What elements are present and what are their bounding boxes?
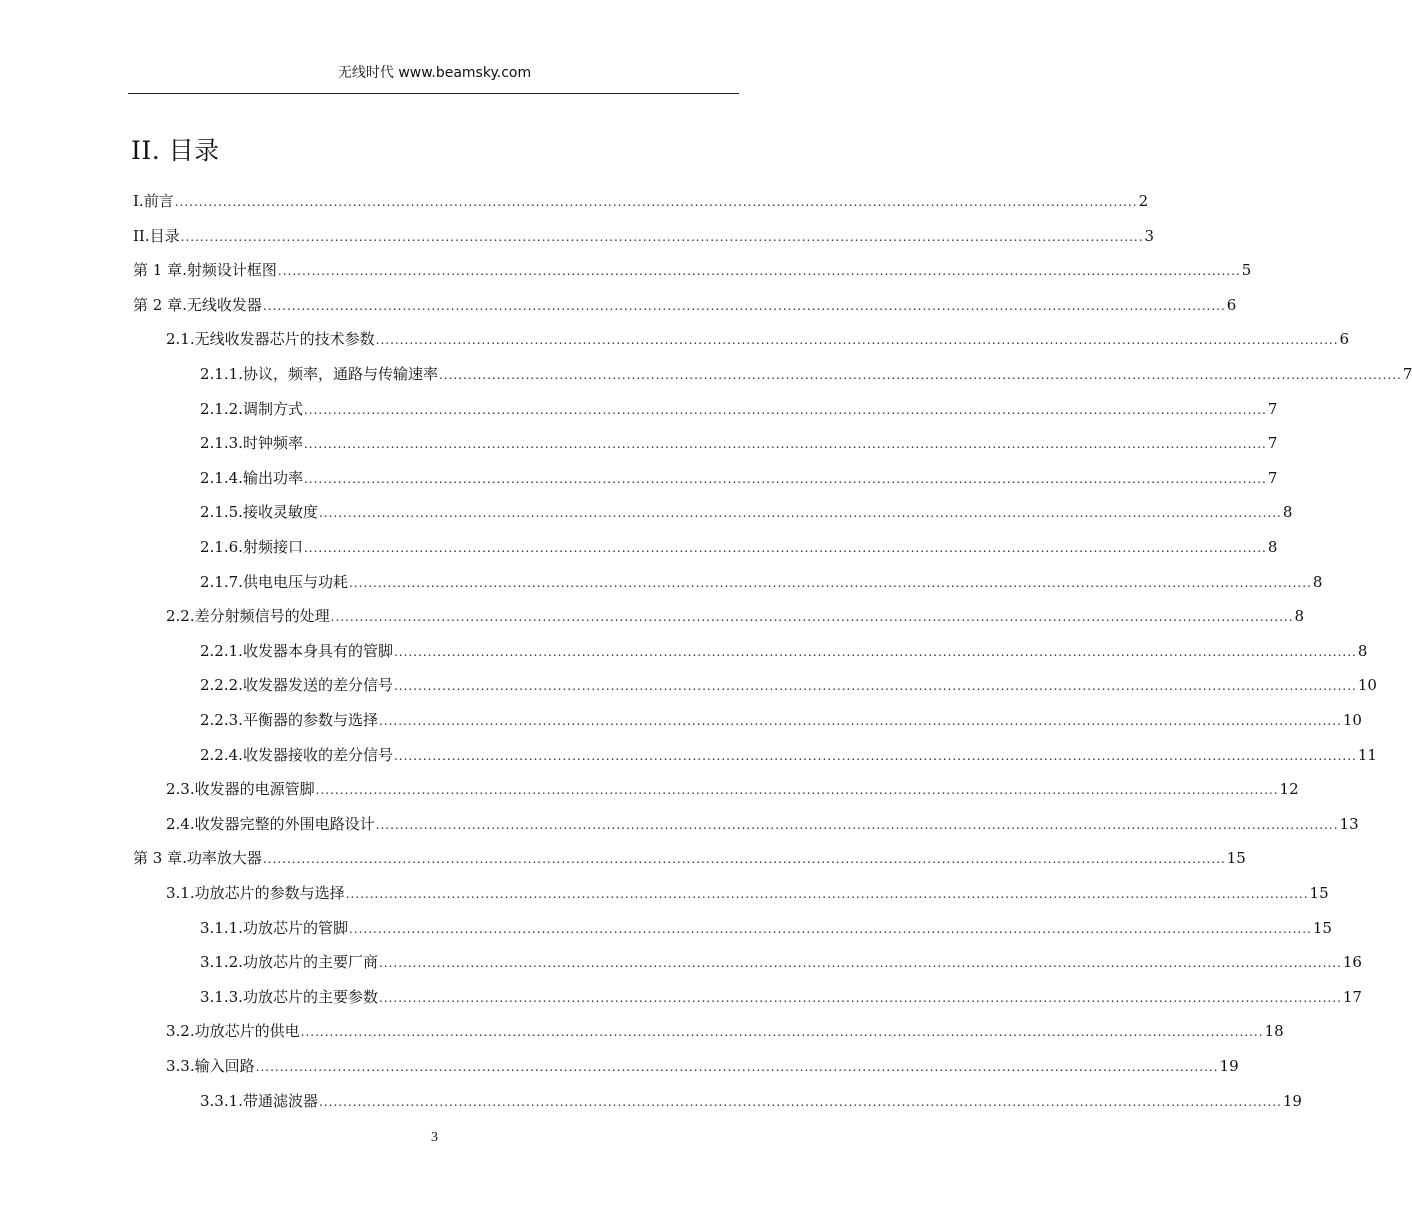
toc-entry-page: 7 — [1402, 365, 1412, 383]
toc-entry-number: 2.2.1. — [200, 642, 243, 660]
toc-leader-dots: ........................................................................................................................................................................................................ — [303, 437, 1267, 451]
toc-entry-title: 功放芯片的供电 — [194, 1022, 300, 1040]
toc-entry-number: 2.1.5. — [200, 503, 243, 521]
toc-entry-title: 射频设计框图 — [186, 261, 277, 279]
toc-entry[interactable] — [200, 743, 1377, 767]
toc-entry-title: 供电电压与功耗 — [242, 573, 348, 591]
toc-entry[interactable] — [200, 985, 1362, 1009]
toc-leader-dots: ........................................................................................................................................................................................................ — [277, 264, 1241, 278]
toc-entry-title: 收发器本身具有的管脚 — [242, 642, 393, 660]
toc-entry-page: 2 — [1138, 192, 1149, 210]
toc-entry-page: 8 — [1282, 503, 1293, 521]
toc-entry-page: 17 — [1342, 988, 1362, 1006]
toc-entry-page: 11 — [1357, 746, 1377, 764]
toc-entry-number: 2.2.4. — [200, 746, 243, 764]
toc-entry-page: 7 — [1267, 469, 1278, 487]
toc-entry-title: 无线收发器芯片的技术参数 — [194, 330, 375, 348]
toc-entry[interactable] — [133, 846, 1246, 870]
toc-leader-dots: ........................................................................................................................................................................................................ — [375, 818, 1339, 832]
toc-entry-number: 2.1.4. — [200, 469, 243, 487]
toc-entry-number: 3.2. — [166, 1022, 195, 1040]
toc-entry[interactable] — [200, 535, 1278, 559]
toc-entry-page: 7 — [1267, 400, 1278, 418]
toc-entry[interactable] — [166, 604, 1305, 628]
toc-entry[interactable] — [166, 777, 1299, 801]
toc-entry[interactable] — [200, 950, 1362, 974]
toc-entry[interactable] — [200, 397, 1278, 421]
toc-leader-dots: ........................................................................................................................................................................................................ — [393, 749, 1357, 763]
toc-entry-page: 5 — [1241, 261, 1252, 279]
toc-entry-number: 3.3.1. — [200, 1092, 243, 1110]
toc-entry-page: 10 — [1357, 676, 1377, 694]
toc-entry-number: 2.1. — [166, 330, 195, 348]
toc-entry-number: 2.1.3. — [200, 434, 243, 452]
toc-entry-number: 第 2 章. — [133, 296, 187, 314]
toc-entry[interactable] — [200, 673, 1377, 697]
toc-entry-title: 收发器的电源管脚 — [194, 780, 315, 798]
toc-entry-title: 带通滤波器 — [242, 1092, 318, 1110]
toc-entry-number: 2.4. — [166, 815, 195, 833]
toc-entry-number: 3.1. — [166, 884, 195, 902]
toc-entry-page: 8 — [1294, 607, 1305, 625]
toc-entry-page: 6 — [1226, 296, 1237, 314]
toc-leader-dots: ........................................................................................................................................................................................................ — [318, 506, 1282, 520]
toc-entry-title: 功放芯片的参数与选择 — [194, 884, 345, 902]
toc-entry[interactable] — [200, 1089, 1302, 1113]
toc-entry[interactable] — [133, 224, 1155, 248]
toc-entry[interactable] — [133, 189, 1149, 213]
toc-entry[interactable] — [200, 708, 1362, 732]
toc-leader-dots: ........................................................................................................................................................................................................ — [378, 714, 1342, 728]
toc-entry[interactable] — [200, 466, 1278, 490]
toc-entry[interactable] — [166, 1054, 1239, 1078]
toc-entry[interactable] — [200, 570, 1323, 594]
toc-entry-page: 8 — [1312, 573, 1323, 591]
toc-entry-title: 射频接口 — [242, 538, 303, 556]
toc-leader-dots: ........................................................................................................................................................................................................ — [375, 333, 1339, 347]
toc-entry-number: 2.2. — [166, 607, 195, 625]
toc-entry-title: 接收灵敏度 — [242, 503, 318, 521]
toc-leader-dots: ........................................................................................................................................................................................................ — [348, 922, 1312, 936]
toc-entry-title: 平衡器的参数与选择 — [242, 711, 378, 729]
toc-leader-dots: ........................................................................................................................................................................................................ — [348, 576, 1312, 590]
toc-entry[interactable] — [166, 327, 1350, 351]
toc-entry-page: 10 — [1342, 711, 1362, 729]
toc-entry-page: 19 — [1219, 1057, 1239, 1075]
toc-leader-dots: ........................................................................................................................................................................................................ — [438, 368, 1402, 382]
toc-leader-dots: ........................................................................................................................................................................................................ — [393, 645, 1357, 659]
toc-entry-page: 8 — [1357, 642, 1368, 660]
toc-entry-page: 12 — [1279, 780, 1299, 798]
toc-entry-number: 2.1.7. — [200, 573, 243, 591]
toc-entry-title: 输入回路 — [194, 1057, 255, 1075]
toc-entry-title: 收发器发送的差分信号 — [242, 676, 393, 694]
toc-entry[interactable] — [200, 500, 1293, 524]
toc-entry[interactable] — [200, 639, 1368, 663]
toc-entry-number: 2.1.2. — [200, 400, 243, 418]
toc-entry-title: 收发器完整的外围电路设计 — [194, 815, 375, 833]
toc-entry-number: 第 3 章. — [133, 849, 187, 867]
toc-entry-number: 2.2.3. — [200, 711, 243, 729]
header-divider — [128, 93, 739, 94]
toc-entry[interactable] — [166, 1019, 1284, 1043]
toc-leader-dots: ........................................................................................................................................................................................................ — [262, 299, 1226, 313]
toc-entry-title: 功放芯片的主要参数 — [242, 988, 378, 1006]
toc-entry-number: 3.1.3. — [200, 988, 243, 1006]
toc-entry-page: 8 — [1267, 538, 1278, 556]
toc-leader-dots: ........................................................................................................................................................................................................ — [303, 403, 1267, 417]
toc-entry-page: 6 — [1339, 330, 1350, 348]
toc-entry-page: 7 — [1267, 434, 1278, 452]
toc-leader-dots: ........................................................................................................................................................................................................ — [345, 887, 1309, 901]
toc-entry-title: 前言 — [143, 192, 174, 210]
toc-leader-dots: ........................................................................................................................................................................................................ — [378, 956, 1342, 970]
toc-leader-dots: ........................................................................................................................................................................................................ — [318, 1095, 1282, 1109]
toc-leader-dots: ........................................................................................................................................................................................................ — [315, 783, 1279, 797]
toc-entry-title: 功放芯片的主要厂商 — [242, 953, 378, 971]
toc-entry-page: 18 — [1264, 1022, 1284, 1040]
toc-entry-page: 13 — [1339, 815, 1359, 833]
page-title: II. 目录 — [131, 135, 220, 165]
toc-entry-number: 3.3. — [166, 1057, 195, 1075]
toc-entry-number: 2.1.1. — [200, 365, 243, 383]
toc-entry[interactable] — [200, 431, 1278, 455]
toc-entry-page: 19 — [1282, 1092, 1302, 1110]
toc-leader-dots: ........................................................................................................................................................................................................ — [393, 679, 1357, 693]
toc-entry-number: 2.2.2. — [200, 676, 243, 694]
toc-entry-page: 15 — [1312, 919, 1332, 937]
toc-entry-title: 收发器接收的差分信号 — [242, 746, 393, 764]
toc-entry-title: 无线收发器 — [186, 296, 262, 314]
toc-leader-dots: ........................................................................................................................................................................................................ — [378, 991, 1342, 1005]
toc-entry[interactable] — [166, 881, 1329, 905]
toc-entry-title: 调制方式 — [242, 400, 303, 418]
toc-leader-dots: ........................................................................................................................................................................................................ — [300, 1025, 1264, 1039]
toc-leader-dots: ........................................................................................................................................................................................................ — [174, 195, 1138, 209]
toc-leader-dots: ........................................................................................................................................................................................................ — [180, 230, 1144, 244]
toc-entry-number: 第 1 章. — [133, 261, 187, 279]
toc-entry-title: 目录 — [149, 227, 180, 245]
toc-entry-number: II. — [133, 227, 150, 245]
toc-entry-title: 差分射频信号的处理 — [194, 607, 330, 625]
toc-entry[interactable] — [133, 293, 1237, 317]
toc-leader-dots: ........................................................................................................................................................................................................ — [330, 610, 1294, 624]
toc-entry-page: 15 — [1226, 849, 1246, 867]
toc-leader-dots: ........................................................................................................................................................................................................ — [255, 1060, 1219, 1074]
toc-leader-dots: ........................................................................................................................................................................................................ — [262, 852, 1226, 866]
toc-entry-number: 2.3. — [166, 780, 195, 798]
toc-entry[interactable] — [200, 916, 1332, 940]
toc-entry[interactable] — [200, 362, 1412, 386]
page-header: 无线时代 www.beamsky.com — [337, 65, 532, 81]
toc-entry-title: 时钟频率 — [242, 434, 303, 452]
toc-entry-title: 功率放大器 — [186, 849, 262, 867]
toc-entry-number: 3.1.2. — [200, 953, 243, 971]
toc-entry-page: 15 — [1309, 884, 1329, 902]
toc-entry-page: 3 — [1144, 227, 1155, 245]
toc-leader-dots: ........................................................................................................................................................................................................ — [303, 541, 1267, 555]
toc-entry[interactable] — [166, 812, 1359, 836]
toc-entry-title: 协议，频率，通路与传输速率 — [242, 365, 438, 383]
toc-entry-number: 3.1.1. — [200, 919, 243, 937]
toc-entry-number: I. — [133, 192, 144, 210]
toc-entry-number: 2.1.6. — [200, 538, 243, 556]
toc-entry[interactable] — [133, 258, 1252, 282]
toc-entry-title: 功放芯片的管脚 — [242, 919, 348, 937]
page-number: 3 — [431, 1130, 438, 1145]
toc-leader-dots: ........................................................................................................................................................................................................ — [303, 472, 1267, 486]
toc-entry-title: 输出功率 — [242, 469, 303, 487]
toc-entry-page: 16 — [1342, 953, 1362, 971]
